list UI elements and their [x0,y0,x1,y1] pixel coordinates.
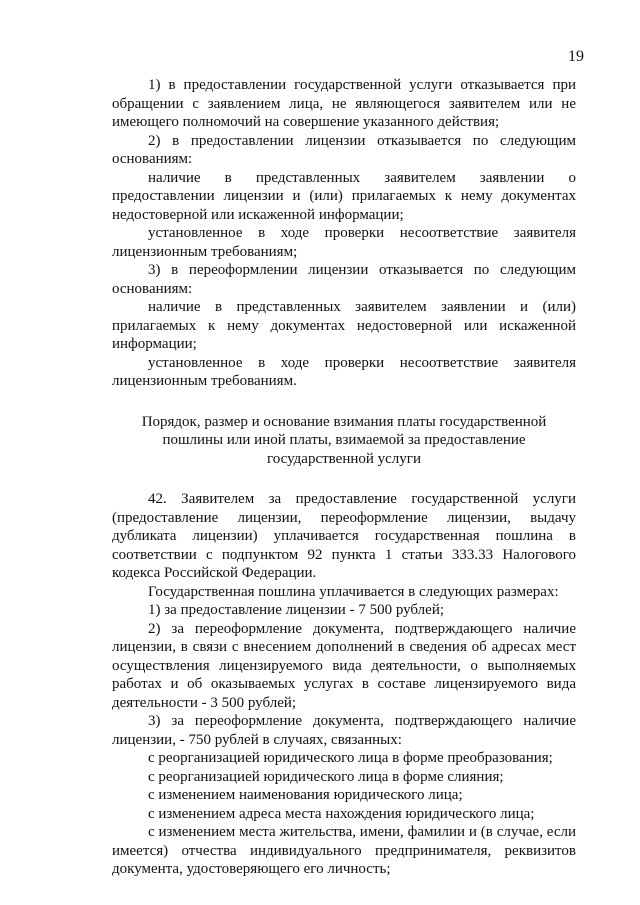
page-number: 19 [568,48,584,65]
paragraph: 3) в переоформлении лицензии отказывается по следующим основаниям: [112,262,576,297]
paragraph: 2) за переоформление документа, подтверждающего наличие лицензии, в связи с внесением дополнений в сведения об адресах мест осуществления лицензируемого вида деятельности, о выполняемых работах и об оказываемых услугах в составе лицензируемого вида деятельности - 3 500 рублей; [112,620,576,711]
paragraph: Государственная пошлина уплачивается в следующих размерах: [148,583,559,600]
paragraph: 3) за переоформление документа, подтверждающего наличие лицензии, - 750 рублей в случаях, связанных: [112,713,576,748]
fee-section [112,490,576,879]
heading-line: государственной услуги [267,450,421,467]
heading-line: пошлины или иной платы, взимаемой за предоставление [162,432,526,448]
paragraph: 2) в предоставлении лицензии отказывается по следующим основаниям: [112,132,576,167]
paragraph: с изменением места жительства, имени, фамилии и (в случае, если имеется) отчества индивидуального предпринимателя, реквизитов документа, удостоверяющего его личность; [112,824,576,877]
document-body [112,76,576,879]
paragraph: 1) в предоставлении государственной услуги отказывается при обращении с заявлением лица, не являющегося заявителем или не имеющего полномочий на совершение указанного действия; [112,77,576,130]
refusal-grounds-section [112,76,576,391]
paragraph: с изменением адреса места нахождения юридического лица; [148,805,535,822]
paragraph: с реорганизацией юридического лица в форме слияния; [148,768,504,785]
paragraph: установленное в ходе проверки несоответствие заявителя лицензионным требованиям. [112,354,576,389]
paragraph: 1) за предоставление лицензии - 7 500 рублей; [148,602,445,618]
paragraph: наличие в представленных заявителем заявлении и (или) прилагаемых к нему документах недостоверной или искаженной информации; [112,299,576,352]
paragraph: наличие в представленных заявителем заявлении о предоставлении лицензии и (или) прилагаемых к нему документах недостоверной или искаженной информации; [112,169,576,223]
paragraph: 42. Заявителем за предоставление государственной услуги (предоставление лицензии, переоформление лицензии, выдачу дубликата лицензии) уплачивается государственная пошлина в соответствии с подпунктом 92 пункта 1 статьи 333.33 Налогового кодекса Российской Федерации. [112,491,576,581]
paragraph: с изменением наименования юридического лица; [148,787,463,803]
heading-line: Порядок, размер и основание взимания платы государственной [141,413,547,430]
paragraph: установленное в ходе проверки несоответствие заявителя лицензионным требованиям; [112,225,576,260]
paragraph: с реорганизацией юридического лица в форме преобразования; [148,750,553,766]
section-heading [112,413,576,469]
